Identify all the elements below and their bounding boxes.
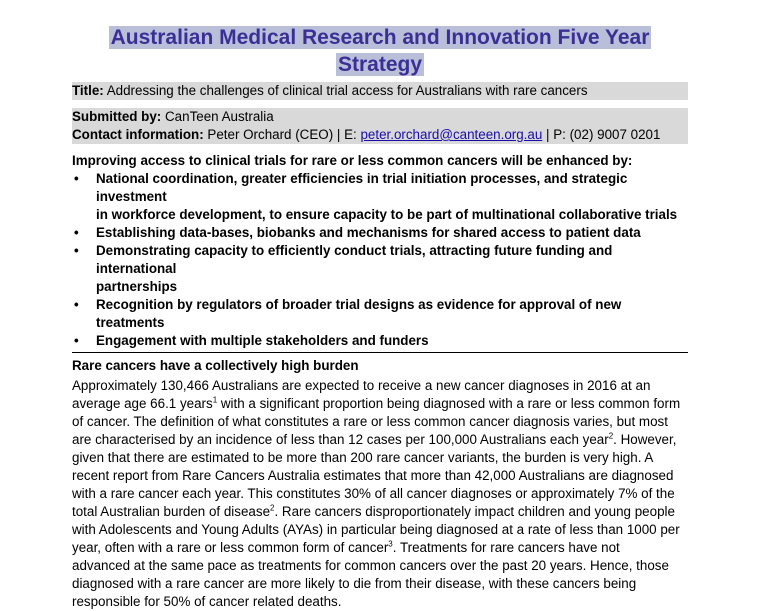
submitted-value: CanTeen Australia: [165, 109, 274, 124]
bullet-icon: •: [74, 333, 79, 348]
title-label: Title:: [72, 83, 104, 98]
submitted-row: [72, 108, 688, 126]
intro-heading: Improving access to clinical trials for rare or less common cancers will be enhanced by:: [72, 153, 633, 168]
footnote-ref: 1: [212, 395, 218, 405]
footnote-ref: 2: [608, 431, 614, 441]
contact-row: [72, 126, 688, 144]
footnote-ref: 3: [388, 539, 393, 549]
section-divider: [72, 352, 688, 353]
title-value: Addressing the challenges of clinical trial access for Australians with rare cancers: [106, 83, 588, 98]
title-line-1: Australian Medical Research and Innovation Five Year: [110, 26, 650, 49]
submitted-label: Submitted by:: [72, 109, 162, 124]
document-title: [72, 24, 688, 78]
bullet-list: [72, 170, 688, 350]
bullet-icon: •: [74, 297, 79, 312]
contact-phone: | P: (02) 9007 0201: [542, 127, 661, 142]
list-item: • Recognition by regulators of broader trial designs as evidence for approval of new treatments: [74, 297, 622, 330]
list-item: • Engagement with multiple stakeholders and funders: [74, 333, 429, 348]
list-item: • Demonstrating capacity to efficiently conduct trials, attracting future funding and international partnerships: [74, 243, 613, 294]
title-row: [72, 82, 688, 100]
bullet-icon: •: [74, 225, 79, 240]
contact-label: Contact information:: [72, 127, 204, 142]
document-page: [72, 0, 688, 611]
bullet-icon: •: [74, 171, 79, 186]
contact-name: Peter Orchard (CEO) | E:: [207, 127, 361, 142]
list-item: • Establishing data-bases, biobanks and mechanisms for shared access to patient data: [74, 225, 641, 240]
body-paragraph: Approximately 130,466 Australians are expected to receive a new cancer diagnoses in 2016 at an average age 66.1 years$^1$ with a significant proportion being diagnosed with a rare or less common form of cancer. The definition of what constitutes a rare or less common cancer diagnosis varies, but most are characterised by an incidence of less than 12 cases per 100,000 Australians each year$^2$. However, given that there are estimated to be more than 200 rare cancer variants, the burden is very high. A recent report from Rare Cancers Australia estimates that more than 42,000 Australians are diagnosed with a rare cancer each year. This constitutes 30% of all cancer diagnoses or approximately 7% of the total Australian burden of disease$^2$. Rare cancers disproportionately impact children and young people with Adolescents and Young Adults (AYAs) in particular being diagnosed at a rate of less than 1000 per year, often with a rare or less common form of cancer$^3$. Treatments for rare cancers have not advanced at the same pace as treatments for common cancers over the past 20 years. Hence, those diagnosed with a rare cancer are more likely to die from their disease, with these cancers being responsible for 50% of cancer related deaths.: [72, 378, 681, 609]
section-heading: Rare cancers have a collectively high burden: [72, 358, 359, 373]
bullet-icon: •: [74, 243, 79, 258]
contact-block: [72, 108, 688, 144]
list-item: • National coordination, greater efficiencies in trial initiation processes, and strategic investment in workforce development, to ensure capacity to be part of multinational collaborative trials: [74, 171, 678, 222]
title-line-2: Strategy: [337, 53, 423, 76]
contact-email-link[interactable]: peter.orchard@canteen.org.au: [360, 127, 543, 142]
footnote-ref: 2: [270, 503, 275, 513]
